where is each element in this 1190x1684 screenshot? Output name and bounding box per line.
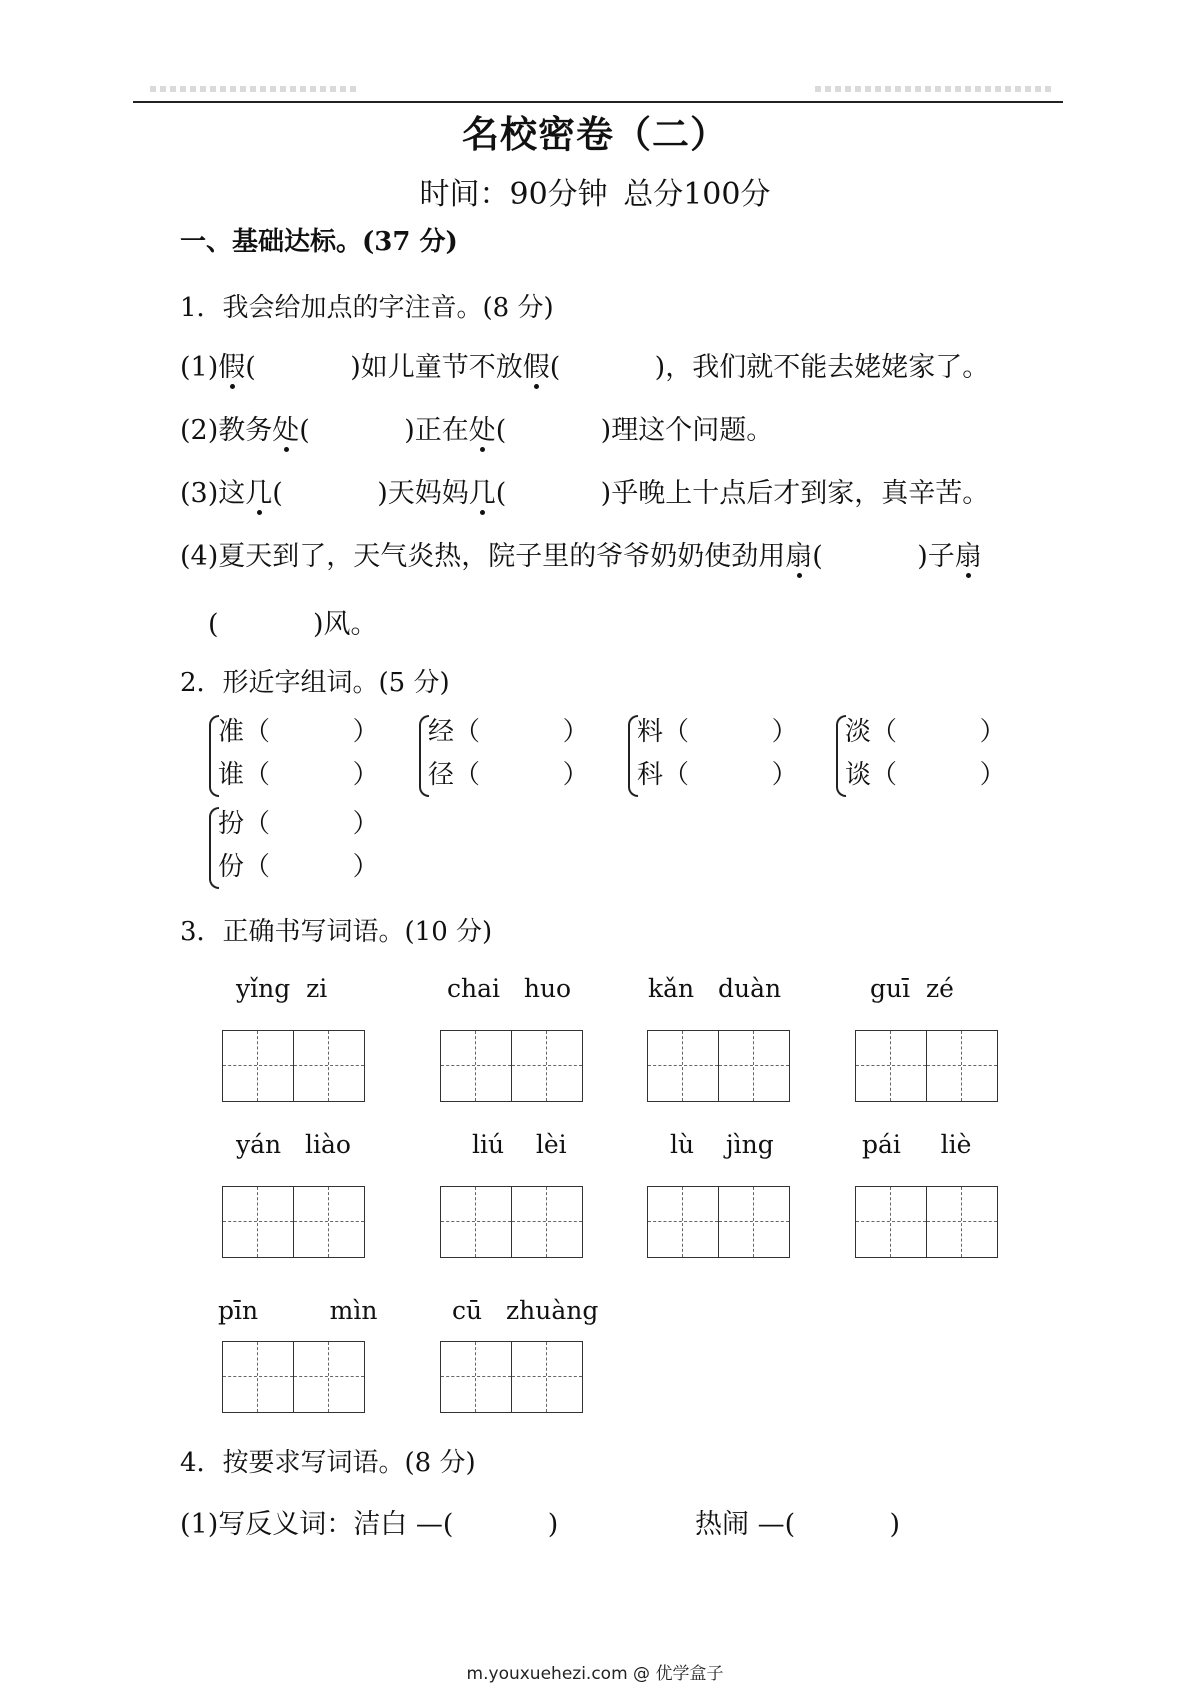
tianzige-cell (855, 1030, 927, 1102)
tianzige-cell (293, 1341, 365, 1413)
q1-sentence-4: (4)夏天到了，天气炎热，院子里的爷爷奶奶使劲用扇( )子扇 (180, 534, 982, 573)
tianzige-cell (647, 1186, 719, 1258)
header-faint-text-right (815, 86, 1055, 92)
pinyin-label: cū zhuàng (452, 1296, 599, 1325)
tianzige-cell (293, 1030, 365, 1102)
q1-heading: 1．我会给加点的字注音。(8 分) (180, 293, 554, 323)
tianzige-cell (647, 1030, 719, 1102)
char-pair: 经（ ） 径（ ） (428, 711, 589, 797)
q1-sentence-3: (3)这几( )天妈妈几( )乎晚上十点后才到家，真辛苦。 (180, 471, 989, 510)
pinyin-label: yǐng zi (236, 974, 328, 1003)
dotted-char: 假 (523, 345, 550, 384)
exam-title: 名校密卷（二） (462, 112, 728, 156)
q1-sentence-1: (1)假( )如儿童节不放假( )，我们就不能去姥姥家了。 (180, 345, 989, 384)
brace-icon (836, 715, 846, 797)
section-heading: 一、基础达标。(37 分) (180, 227, 458, 257)
tianzige-cell (926, 1186, 998, 1258)
dotted-char: 处 (272, 408, 299, 447)
char-pair: 准（ ） 谁（ ） (218, 711, 379, 797)
dotted-char: 几 (245, 471, 272, 510)
header-rule (133, 101, 1063, 103)
brace-icon (628, 715, 638, 797)
brace-icon (209, 807, 219, 889)
dotted-char: 处 (469, 408, 496, 447)
pinyin-label: liú lèi (472, 1130, 567, 1159)
q3-heading: 3．正确书写词语。(10 分) (180, 917, 493, 947)
char-pair: 淡（ ） 谈（ ） (845, 711, 1006, 797)
brace-icon (419, 715, 429, 797)
dotted-char: 几 (469, 471, 496, 510)
tianzige-cell (511, 1341, 583, 1413)
char-pair: 扮（ ） 份（ ） (218, 803, 379, 889)
header-faint-text-left (150, 86, 360, 92)
tianzige-cell (855, 1186, 927, 1258)
dotted-char: 扇 (785, 534, 812, 573)
tianzige-cell (440, 1186, 512, 1258)
tianzige-cell (222, 1186, 294, 1258)
dotted-char: 假 (218, 345, 245, 384)
tianzige-cell (440, 1030, 512, 1102)
q4-heading: 4．按要求写词语。(8 分) (180, 1448, 476, 1478)
pinyin-label: yán liào (236, 1130, 351, 1159)
tianzige-cell (718, 1186, 790, 1258)
pinyin-label: pái liè (862, 1130, 972, 1159)
tianzige-cell (511, 1030, 583, 1102)
tianzige-cell (926, 1030, 998, 1102)
q4-antonym-1: (1)写反义词：洁白 —( ) (180, 1509, 559, 1540)
q2-heading: 2．形近字组词。(5 分) (180, 668, 450, 698)
dotted-char: 扇 (955, 534, 982, 573)
footer-watermark: m.youxuehezi.com @ 优学盒子 (466, 1664, 724, 1684)
pinyin-label: lù jìng (670, 1130, 774, 1159)
tianzige-cell (718, 1030, 790, 1102)
tianzige-cell (222, 1030, 294, 1102)
brace-icon (209, 715, 219, 797)
pinyin-label: guī zé (870, 974, 954, 1003)
pinyin-label: kǎn duàn (648, 974, 782, 1003)
tianzige-cell (222, 1341, 294, 1413)
q1-sentence-4-continued: ( )风。 (208, 609, 378, 640)
tianzige-cell (440, 1341, 512, 1413)
q1-sentence-2: (2)教务处( )正在处( )理这个问题。 (180, 408, 773, 447)
tianzige-cell (511, 1186, 583, 1258)
pinyin-label: pīn mìn (218, 1296, 378, 1325)
char-pair: 料（ ） 科（ ） (637, 711, 798, 797)
tianzige-cell (293, 1186, 365, 1258)
pinyin-label: chai huo (447, 974, 572, 1003)
q4-antonym-2: 热闹 —( ) (695, 1509, 901, 1540)
exam-subtitle: 时间：90分钟 总分100分 (419, 177, 771, 212)
